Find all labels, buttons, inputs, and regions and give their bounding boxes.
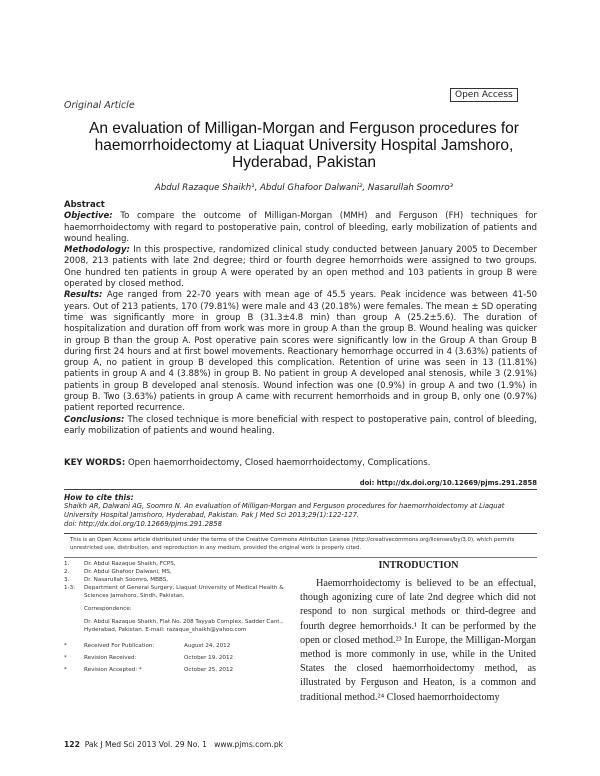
doi-link[interactable]: doi: http://dx.doi.org/10.12669/pjms.291.2858 xyxy=(359,479,537,487)
introduction-heading: INTRODUCTION xyxy=(378,560,459,571)
abstract-objective: Objective: To compare the outcome of Milligan-Morgan (MMH) and Ferguson (FH) techniques for haemorrhoidectomy with regard to postoperative pain, control of bleeding, early mobilization of patients and wound healing. xyxy=(64,211,538,244)
how-to-cite xyxy=(64,493,537,529)
journal-issue: Pak J Med Sci 2013 Vol. 29 No. 1 xyxy=(84,740,207,749)
paper-title: An evaluation of Milligan-Morgan and Ferguson procedures for haemorrhoidectomy at Liaquat University Hospital Jamshoro, Hyderabad, Pakistan xyxy=(89,120,519,171)
abstract-heading: Abstract xyxy=(64,200,105,210)
author-list: Abdul Razaque Shaikh¹, Abdul Ghafoor Dalwani², Nasarullah Soomro³ xyxy=(154,183,454,193)
divider xyxy=(64,533,537,534)
keywords: KEY WORDS: Open haemorrhoidectomy, Closed haemorrhoidectomy, Complications. xyxy=(64,458,431,468)
cite-doi[interactable]: doi: http://dx.doi.org/10.12669/pjms.291.2858 xyxy=(64,520,222,528)
open-access-badge: Open Access xyxy=(450,88,518,102)
abstract-results: Results: Age ranged from 22-70 years with mean age of 45.5 years. Peak incidence was between 41-50 years. Out of 213 patients, 170 (79.81%) were male and 43 (20.18%) were females. The mean ± SD operating time was significantly more in group B (31.3±4.8 min) than group A (25.2±5.6). The duration of hospitalization and duration off from work was more in group A than the group B. Wound healing was quicker in group B than the group A. Post operative pain scores were significantly low in the Group A than Group B during first 24 hours and at first bowel movements. Reactionary hemorrhage occurred in 4 (3.63%) patients of group A, no patient in group B developed this complication. Retention of urine was seen in 13 (11.81%) patients in group A and 4 (3.88%) in group B. No patient in group A developed anal stenosis, while 3 (2.91%) patients in group B developed anal stenosis. Wound infection was one (0.9%) in group A and two (1.9%) in group B. Two (3.63%) patients in group A came with recurrent hemorrhoids and in group B, only one (0.97%) patient reported recurrence. xyxy=(64,290,538,414)
page-number: 122 xyxy=(64,740,80,749)
correspondence-label: Correspondence: xyxy=(84,606,132,612)
correspondence: Dr. Abdul Razaque Shaikh, Flat No. 208 Tayyab Complex, Sadder Cant., Hyderabad, Pakistan. E-mail: razaque_shaikh@yahoo.com xyxy=(84,619,284,633)
abstract-methodology: Methodology: In this prospective, randomized clinical study conducted between January 2005 to December 2008, 213 patients with late 2nd degree; third or fourth degree hemorrhoids were assigned to two groups. One hundred ten patients in group A were operated by an open method and 103 patients in group B were operated by closed method. xyxy=(64,245,538,290)
cite-text: Shaikh AR, Dalwani AG, Soomro N. An evaluation of Milligan-Morgan and Ferguson procedures for haemorrhoidectomy at Liaquat University Hospital Jamshoro, Hyderabad, Pakistan. Pak J Med Sci 2013;29(1):122-127. xyxy=(64,502,505,519)
affiliations: 1. Dr. Abdul Razaque Shaikh, FCPS, 2. Dr. Abdul Ghafoor Dalwani, MS, 3. Dr. Nasarullah Soomro, MBBS, 1-3: Department of General Surgery, Liaquat University of Medical Health & Sciences Jamshoro, Sindh, Pakistan. Correspondence: Dr. Abdul Razaque Shaikh, Flat No. 208 Tayyab Complex, Sadder Cant., Hyderabad, Pakistan. E-mail: razaque_shaikh@yahoo.com * Received For Publication: August 24, 2012 * Revision Received: October 19, 2012 * Revision Accepted: * October 25, 2012 xyxy=(64,561,284,673)
journal-site[interactable]: www.pjms.com.pk xyxy=(214,740,284,749)
introduction: Haemorrhoidectomy is believed to be an effectual, though agonizing cure of late 2nd degree which did not respond to non surgical methods or third-degree and fourth degree hemorrhoids.¹ It can be performed by the open or closed method.²³ In Europe, the Milligan-Morgan method is more commonly in use, while in the United States the closed haemorrhoidectomy method, as illustrated by Ferguson and Heaton, is a common and traditional method.²⁴ Closed haemorrhoidectomy xyxy=(300,578,536,703)
cite-heading: How to cite this: xyxy=(64,493,134,502)
dates: * Received For Publication: August 24, 2012 * Revision Received: October 19, 2012 * Revision Accepted: * October 25, 2012 xyxy=(64,643,234,673)
abstract-conclusions: Conclusions: The closed technique is more beneficial with respect to postoperative pain, control of bleeding, early mobilization of patients and wound healing. xyxy=(64,414,537,436)
page-footer xyxy=(64,740,364,749)
article-type: Original Article xyxy=(64,100,135,111)
abstract xyxy=(64,200,537,437)
divider xyxy=(64,557,537,558)
divider xyxy=(64,489,537,490)
license-text: This is an Open Access article distributed under the terms of the Creative Commons Attribution License (http://creativecommons.org/licenses/by/3.0), which permits unrestricted use, distribution, and reproduction in any medium, provided the original work is properly cited. xyxy=(70,537,515,551)
